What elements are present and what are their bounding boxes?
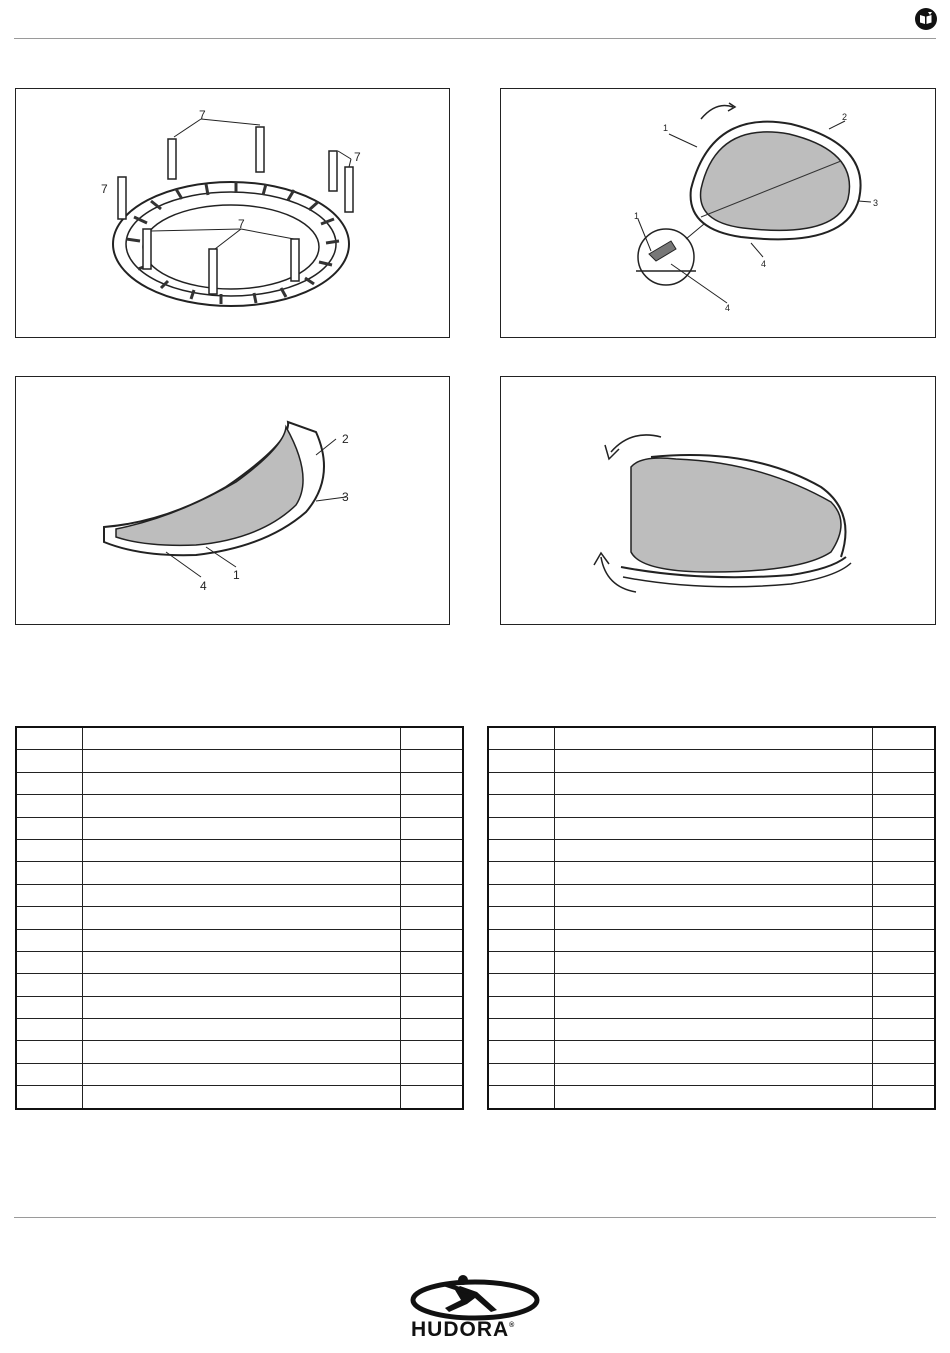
- table-row: [488, 727, 935, 750]
- part-description-cell: [555, 817, 873, 839]
- table-row: [16, 727, 463, 750]
- part-description-cell: [83, 1063, 401, 1085]
- table-row: [488, 817, 935, 839]
- table-row: [488, 1041, 935, 1063]
- callout-label: 7: [238, 217, 245, 231]
- part-number-cell: [16, 929, 83, 951]
- table-row: [488, 974, 935, 996]
- table-row: [16, 1019, 463, 1041]
- part-number-cell: [488, 1086, 555, 1109]
- mat-tilt-illustration: [501, 89, 937, 339]
- table-row: [488, 750, 935, 772]
- header-divider: [14, 38, 936, 39]
- callout-label: 2: [342, 432, 349, 446]
- part-quantity-cell: [401, 996, 464, 1018]
- figure-half-mat: [15, 376, 450, 625]
- figure-mat-tilt: [500, 88, 936, 338]
- part-quantity-cell: [401, 750, 464, 772]
- part-quantity-cell: [401, 1019, 464, 1041]
- callout-label: 4: [725, 303, 731, 313]
- callout-label: 4: [761, 259, 767, 269]
- part-quantity-cell: [873, 1041, 936, 1063]
- part-quantity-cell: [873, 862, 936, 884]
- part-description-cell: [83, 951, 401, 973]
- part-number-cell: [16, 1019, 83, 1041]
- part-description-cell: [83, 817, 401, 839]
- table-row: [488, 951, 935, 973]
- part-number-cell: [16, 951, 83, 973]
- part-description-cell: [555, 974, 873, 996]
- part-number-cell: [488, 1063, 555, 1085]
- figure-legs-assembly: [15, 88, 450, 338]
- part-description-cell: [555, 1041, 873, 1063]
- part-number-cell: [16, 795, 83, 817]
- table-row: [16, 907, 463, 929]
- part-quantity-cell: [873, 750, 936, 772]
- part-description-cell: [83, 772, 401, 794]
- part-description-cell: [555, 929, 873, 951]
- callout-label: 7: [199, 108, 206, 122]
- part-description-cell: [83, 727, 401, 750]
- part-description-cell: [83, 795, 401, 817]
- footer-divider: [14, 1217, 936, 1218]
- part-quantity-cell: [401, 884, 464, 906]
- part-description-cell: [83, 929, 401, 951]
- part-quantity-cell: [401, 817, 464, 839]
- part-number-cell: [16, 750, 83, 772]
- part-description-cell: [555, 1063, 873, 1085]
- part-number-cell: [16, 1086, 83, 1109]
- part-number-cell: [16, 907, 83, 929]
- brand-name: HUDORA: [411, 1318, 510, 1341]
- part-number-cell: [16, 974, 83, 996]
- part-number-cell: [16, 839, 83, 861]
- part-quantity-cell: [401, 1041, 464, 1063]
- part-number-cell: [488, 951, 555, 973]
- part-number-cell: [488, 884, 555, 906]
- part-description-cell: [83, 1086, 401, 1109]
- table-row: [488, 1019, 935, 1041]
- part-quantity-cell: [401, 795, 464, 817]
- part-number-cell: [488, 839, 555, 861]
- part-number-cell: [16, 996, 83, 1018]
- part-quantity-cell: [873, 795, 936, 817]
- table-row: [16, 1041, 463, 1063]
- part-quantity-cell: [873, 884, 936, 906]
- table-row: [16, 795, 463, 817]
- part-quantity-cell: [873, 1086, 936, 1109]
- table-row: [16, 929, 463, 951]
- table-row: [488, 772, 935, 794]
- table-row: [488, 929, 935, 951]
- part-number-cell: [16, 1063, 83, 1085]
- parts-table-left: [15, 726, 464, 1110]
- part-quantity-cell: [873, 839, 936, 861]
- callout-label: 7: [354, 150, 361, 164]
- part-description-cell: [83, 1041, 401, 1063]
- callout-label: 3: [873, 198, 879, 208]
- part-number-cell: [488, 750, 555, 772]
- brand-wordmark: [411, 1318, 551, 1342]
- part-description-cell: [555, 1019, 873, 1041]
- table-row: [488, 1086, 935, 1109]
- part-quantity-cell: [401, 1086, 464, 1109]
- part-number-cell: [16, 884, 83, 906]
- table-row: [16, 772, 463, 794]
- half-mat-illustration: [16, 377, 451, 626]
- table-row: [16, 862, 463, 884]
- part-number-cell: [488, 974, 555, 996]
- table-row: [16, 951, 463, 973]
- table-row: [16, 1063, 463, 1085]
- part-number-cell: [16, 727, 83, 750]
- part-number-cell: [16, 862, 83, 884]
- part-number-cell: [16, 817, 83, 839]
- part-description-cell: [555, 839, 873, 861]
- table-row: [488, 907, 935, 929]
- part-number-cell: [16, 1041, 83, 1063]
- part-description-cell: [555, 907, 873, 929]
- part-number-cell: [488, 772, 555, 794]
- part-quantity-cell: [873, 974, 936, 996]
- part-quantity-cell: [401, 907, 464, 929]
- table-row: [16, 974, 463, 996]
- figure-folding: [500, 376, 936, 625]
- part-number-cell: [488, 795, 555, 817]
- trademark-symbol: ®: [509, 1322, 516, 1329]
- part-quantity-cell: [873, 1019, 936, 1041]
- book-icon: [914, 7, 938, 31]
- parts-table-right: [487, 726, 936, 1110]
- table-row: [488, 1063, 935, 1085]
- part-number-cell: [488, 929, 555, 951]
- part-description-cell: [83, 1019, 401, 1041]
- part-quantity-cell: [873, 772, 936, 794]
- callout-label: 7: [101, 182, 108, 196]
- callout-label: 2: [842, 112, 848, 122]
- part-quantity-cell: [401, 862, 464, 884]
- part-description-cell: [555, 727, 873, 750]
- part-description-cell: [555, 884, 873, 906]
- table-row: [488, 795, 935, 817]
- part-description-cell: [555, 996, 873, 1018]
- part-number-cell: [488, 996, 555, 1018]
- part-description-cell: [555, 750, 873, 772]
- part-quantity-cell: [401, 839, 464, 861]
- part-description-cell: [555, 1086, 873, 1109]
- part-description-cell: [83, 862, 401, 884]
- part-quantity-cell: [401, 772, 464, 794]
- part-quantity-cell: [873, 929, 936, 951]
- part-number-cell: [488, 1041, 555, 1063]
- callout-label: 4: [200, 579, 207, 593]
- part-description-cell: [83, 974, 401, 996]
- part-number-cell: [488, 727, 555, 750]
- table-row: [488, 839, 935, 861]
- legs-illustration: [16, 89, 451, 339]
- table-row: [488, 884, 935, 906]
- part-number-cell: [16, 772, 83, 794]
- part-quantity-cell: [401, 929, 464, 951]
- table-row: [16, 884, 463, 906]
- part-description-cell: [83, 750, 401, 772]
- table-row: [488, 862, 935, 884]
- table-row: [16, 1086, 463, 1109]
- folding-illustration: [501, 377, 937, 626]
- part-quantity-cell: [873, 996, 936, 1018]
- part-quantity-cell: [401, 974, 464, 996]
- part-description-cell: [83, 996, 401, 1018]
- part-quantity-cell: [873, 1063, 936, 1085]
- part-quantity-cell: [873, 951, 936, 973]
- callout-label: 3: [342, 490, 349, 504]
- part-number-cell: [488, 862, 555, 884]
- part-description-cell: [83, 884, 401, 906]
- part-description-cell: [555, 951, 873, 973]
- callout-label: 1: [663, 123, 669, 133]
- part-number-cell: [488, 1019, 555, 1041]
- table-row: [16, 817, 463, 839]
- part-quantity-cell: [401, 1063, 464, 1085]
- callout-label: 1: [233, 568, 240, 582]
- part-quantity-cell: [873, 907, 936, 929]
- part-description-cell: [555, 862, 873, 884]
- part-number-cell: [488, 907, 555, 929]
- table-row: [16, 996, 463, 1018]
- part-quantity-cell: [401, 951, 464, 973]
- part-number-cell: [488, 817, 555, 839]
- table-row: [488, 996, 935, 1018]
- part-description-cell: [83, 839, 401, 861]
- part-quantity-cell: [401, 727, 464, 750]
- part-description-cell: [83, 907, 401, 929]
- part-description-cell: [555, 795, 873, 817]
- table-row: [16, 839, 463, 861]
- part-description-cell: [555, 772, 873, 794]
- part-quantity-cell: [873, 817, 936, 839]
- part-quantity-cell: [873, 727, 936, 750]
- table-row: [16, 750, 463, 772]
- callout-label: 1: [634, 211, 640, 221]
